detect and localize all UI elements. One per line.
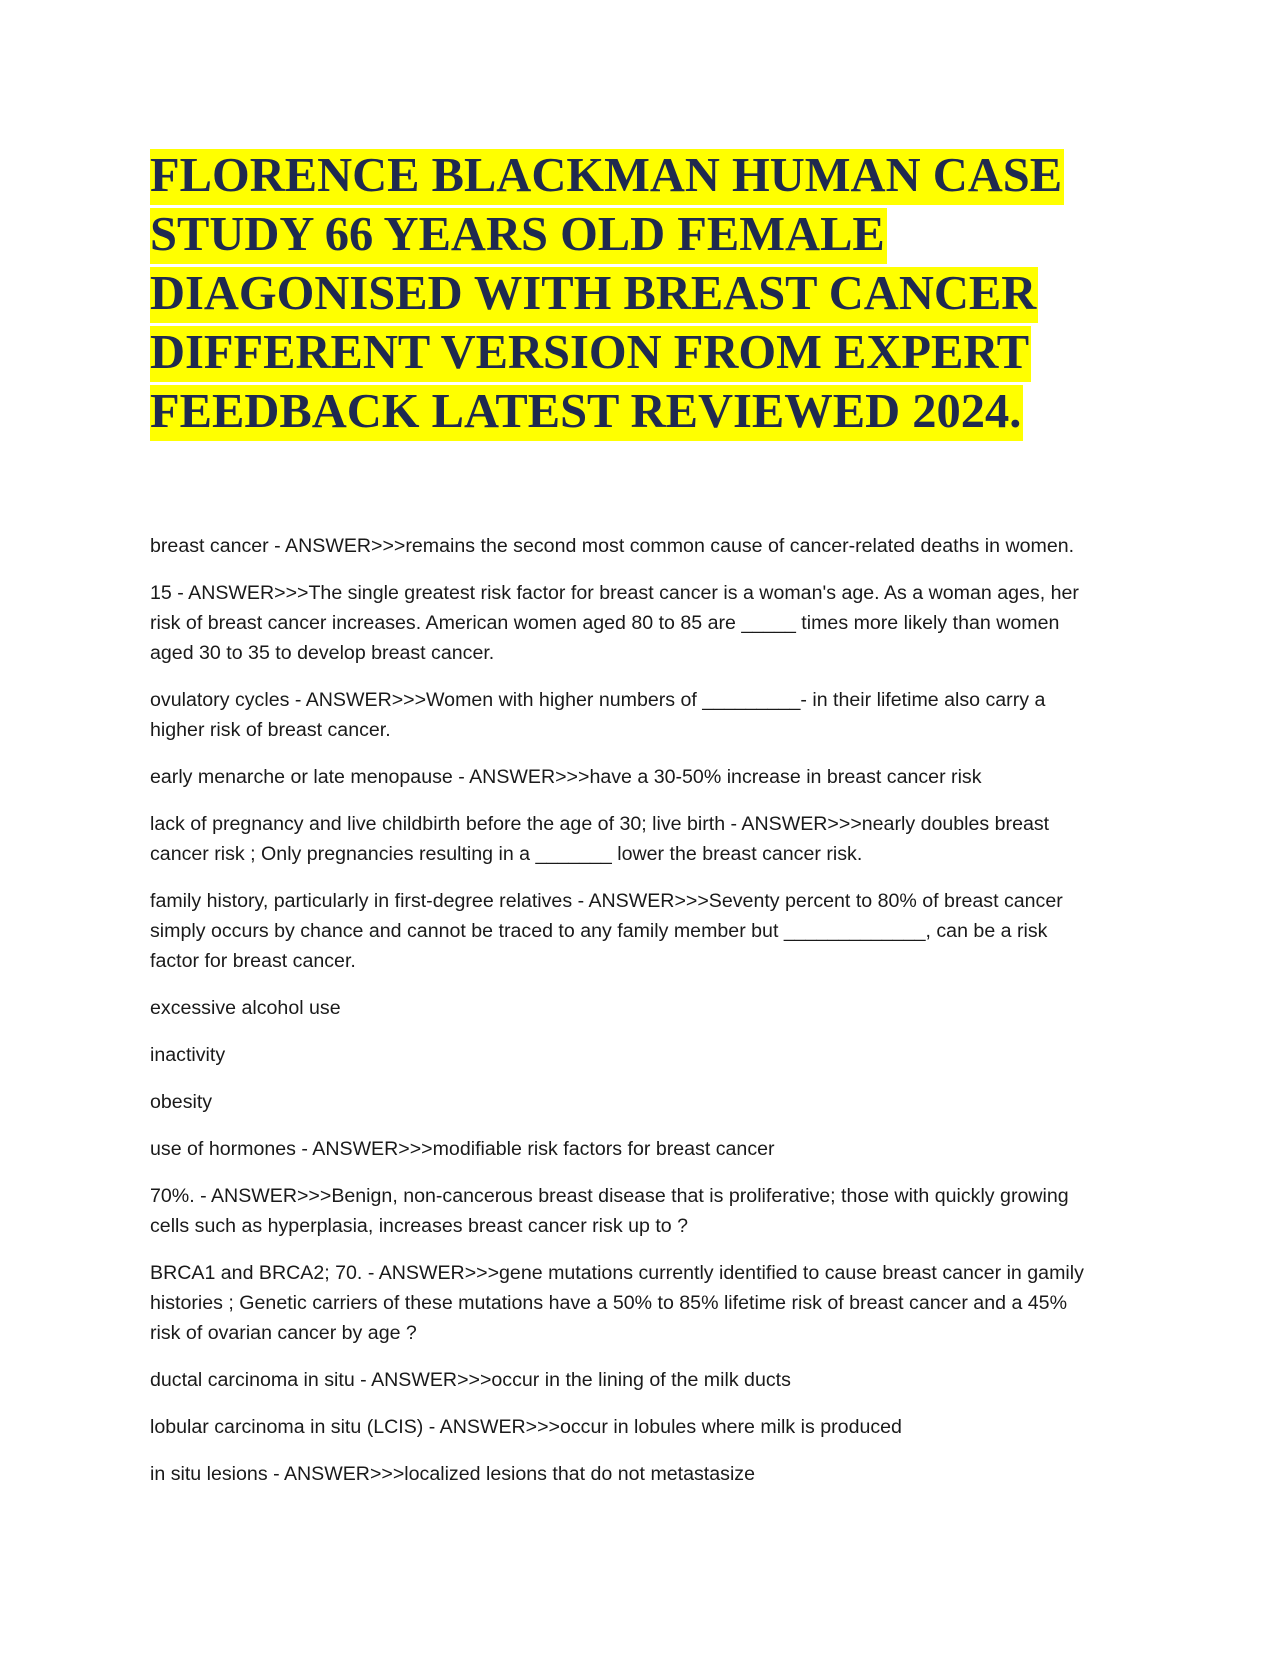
entry-line: family history, particularly in first-degree relatives - ANSWER>>>Seventy percent to 80% of breast cancer: [150, 890, 1063, 912]
title-line: STUDY 66 YEARS OLD FEMALE: [150, 206, 1150, 264]
qa-entry: [150, 1412, 1140, 1442]
entry-line: ovulatory cycles - ANSWER>>>Women with higher numbers of _________- in their lifetime also carry a: [150, 689, 1046, 711]
entry-line: factor for breast cancer.: [150, 950, 356, 972]
entry-line: early menarche or late menopause - ANSWER>>>have a 30-50% increase in breast cancer risk: [150, 766, 982, 788]
title-line: FLORENCE BLACKMAN HUMAN CASE: [150, 147, 1150, 205]
entry-line: higher risk of breast cancer.: [150, 719, 391, 741]
entry-line: 15 - ANSWER>>>The single greatest risk factor for breast cancer is a woman's age. As a woman ages, her: [150, 582, 1079, 604]
qa-entry: [150, 1040, 1140, 1070]
qa-entry: [150, 685, 1140, 745]
qa-entry: [150, 1258, 1140, 1348]
entry-line: histories ; Genetic carriers of these mutations have a 50% to 85% lifetime risk of breast cancer and a 45%: [150, 1292, 1068, 1314]
entry-line: lobular carcinoma in situ (LCIS) - ANSWER>>>occur in lobules where milk is produced: [150, 1416, 902, 1438]
entry-line: cells such as hyperplasia, increases breast cancer risk up to ?: [150, 1215, 688, 1237]
entry-line: obesity: [150, 1091, 213, 1113]
title-line: DIAGONISED WITH BREAST CANCER: [150, 265, 1150, 323]
entry-line: use of hormones - ANSWER>>>modifiable risk factors for breast cancer: [150, 1138, 775, 1160]
qa-entry: [150, 993, 1140, 1023]
qa-entry: [150, 578, 1140, 668]
document-body: [150, 531, 1140, 1506]
qa-entry: [150, 1181, 1140, 1241]
qa-entry: [150, 1365, 1140, 1395]
entry-line: risk of ovarian cancer by age ?: [150, 1322, 417, 1344]
entry-line: simply occurs by chance and cannot be traced to any family member but _____________, can be a risk: [150, 920, 1048, 942]
entry-line: lack of pregnancy and live childbirth before the age of 30; live birth - ANSWER>>>nearly doubles breast: [150, 813, 1050, 835]
qa-entry: [150, 886, 1140, 976]
document-title: [150, 147, 1150, 442]
qa-entry: [150, 1087, 1140, 1117]
qa-entry: [150, 762, 1140, 792]
entry-line: breast cancer - ANSWER>>>remains the second most common cause of cancer-related deaths in women.: [150, 535, 1075, 557]
entry-line: inactivity: [150, 1044, 226, 1066]
entry-line: ductal carcinoma in situ - ANSWER>>>occur in the lining of the milk ducts: [150, 1369, 791, 1391]
entry-line: in situ lesions - ANSWER>>>localized lesions that do not metastasize: [150, 1463, 755, 1485]
qa-entry: [150, 531, 1140, 561]
entry-line: 70%. - ANSWER>>>Benign, non-cancerous breast disease that is proliferative; those with quickly growing: [150, 1185, 1069, 1207]
qa-entry: [150, 1459, 1140, 1489]
entry-line: aged 30 to 35 to develop breast cancer.: [150, 642, 495, 664]
title-line: DIFFERENT VERSION FROM EXPERT: [150, 324, 1150, 382]
entry-line: risk of breast cancer increases. American women aged 80 to 85 are _____ times more likely than women: [150, 612, 1060, 634]
entry-line: excessive alcohol use: [150, 997, 341, 1019]
title-line: FEEDBACK LATEST REVIEWED 2024.: [150, 383, 1150, 441]
qa-entry: [150, 1134, 1140, 1164]
qa-entry: [150, 809, 1140, 869]
entry-line: cancer risk ; Only pregnancies resulting in a _______ lower the breast cancer risk.: [150, 843, 863, 865]
entry-line: BRCA1 and BRCA2; 70. - ANSWER>>>gene mutations currently identified to cause breast cancer in gamily: [150, 1262, 1084, 1284]
